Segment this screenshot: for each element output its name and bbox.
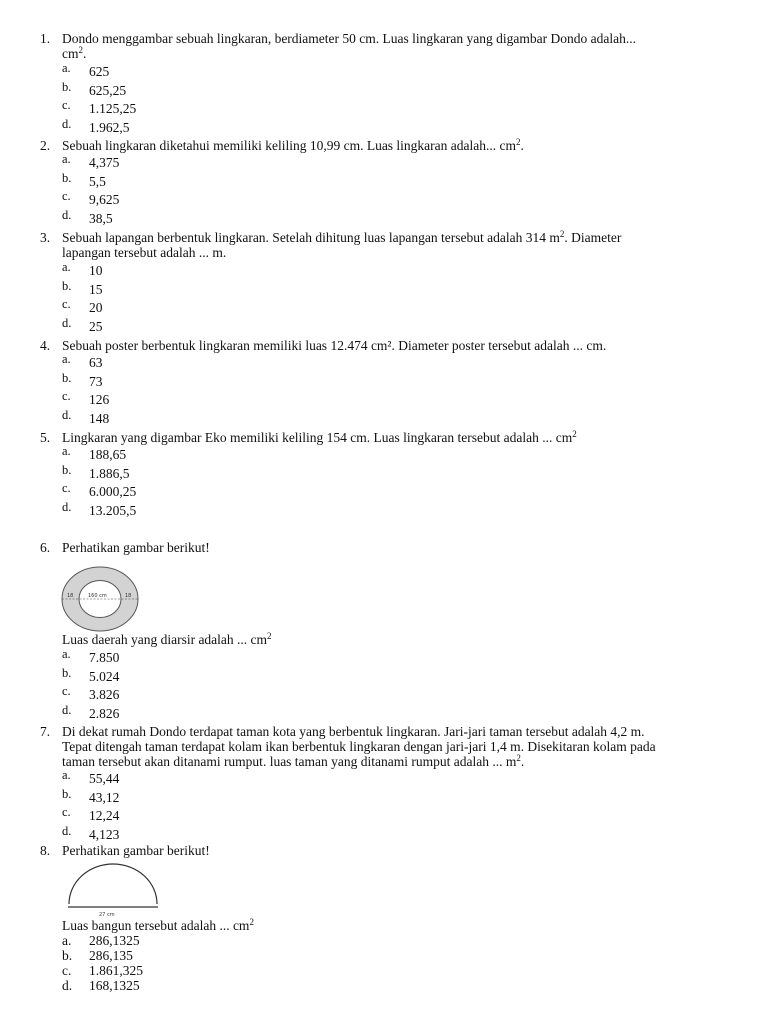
option-c: c. 9,625 — [62, 189, 120, 208]
question-number: 7. — [40, 724, 51, 739]
option-b: b. 5.024 — [62, 665, 120, 684]
option-a: a. 286,1325 — [62, 933, 140, 948]
question-text: Perhatikan gambar berikut! — [62, 540, 210, 555]
question-text-cont: Luas daerah yang diarsir adalah ... $cm^2$ — [62, 631, 272, 647]
question-number: 2. — [40, 138, 51, 153]
question-text-line-3: taman tersebut akan ditanami rumput. luas taman yang ditanami rumput adalah ... $m^2$. — [62, 753, 525, 769]
option-a: a. 4,375 — [62, 152, 120, 170]
option-a: a. 188,65 — [62, 444, 127, 462]
question-text: Perhatikan gambar berikut! — [62, 843, 210, 858]
option-d: d. 2.826 — [62, 702, 120, 721]
option-c: c. 1.125,25 — [62, 98, 137, 117]
question-6-body — [0, 632, 768, 723]
option-d: d. 4,123 — [62, 823, 120, 842]
question-text: Dondo menggambar sebuah lingkaran, berdiameter 50 cm. Luas lingkaran yang digambar Dondo adalah... — [62, 31, 636, 46]
semicircle-arc — [69, 864, 157, 904]
question-3 — [0, 230, 768, 336]
question-number: 5. — [40, 430, 51, 445]
question-number: 4. — [40, 338, 51, 353]
question-text-line-1: Di dekat rumah Dondo terdapat taman kota yang berbentuk lingkaran. Jari-jari taman tersebut adalah 4,2 m. — [62, 724, 645, 739]
question-8 — [0, 843, 768, 858]
question-number: 8. — [40, 843, 51, 858]
question-7 — [0, 724, 768, 844]
question-text: Sebuah lapangan berbentuk lingkaran. Setelah dihitung luas lapangan tersebut adalah 314 $m^2$. Diameter — [62, 229, 622, 245]
question-text: Lingkaran yang digambar Eko memiliki keliling 154 cm. Luas lingkaran tersebut adalah ... $cm^2$ — [62, 429, 577, 445]
option-d: d. 168,1325 — [62, 978, 140, 993]
option-d: d. 1.962,5 — [62, 116, 130, 135]
question-number: 3. — [40, 230, 51, 245]
option-a: a. 10 — [62, 260, 103, 278]
option-b: b. 1.886,5 — [62, 462, 130, 481]
option-a: a. 625 — [62, 61, 110, 79]
option-d: d. 13.205,5 — [62, 499, 137, 518]
question-number: 1. — [40, 31, 51, 46]
question-5 — [0, 430, 768, 520]
question-text: Sebuah lingkaran diketahui memiliki keliling 10,99 cm. Luas lingkaran adalah... $cm^2$. — [62, 137, 524, 153]
option-c: c. 6.000,25 — [62, 481, 137, 500]
question-4 — [0, 338, 768, 428]
option-a: a. 7.850 — [62, 647, 120, 665]
option-c: c. 20 — [62, 297, 103, 316]
question-text-cont: Luas bangun tersebut adalah ... $cm^2$ — [62, 917, 254, 933]
question-2 — [0, 138, 768, 228]
inner-diameter-label: 160 cm — [88, 593, 107, 599]
option-a: a. 63 — [62, 352, 103, 370]
option-c: c. 12,24 — [62, 805, 120, 824]
question-text: Sebuah poster berbentuk lingkaran memiliki luas 12.474 cm². Diameter poster tersebut adalah ... cm. — [62, 338, 607, 353]
question-1 — [0, 31, 768, 137]
option-b: b. 43,12 — [62, 786, 120, 805]
question-text-line-2: Tepat ditengah taman terdapat kolam ikan berbentuk lingkaran dengan jari-jari 1,4 m. Disekitaran kolam pada — [62, 739, 656, 754]
option-b: b. 286,135 — [62, 948, 133, 963]
option-d: d. 25 — [62, 315, 103, 334]
option-b: b. 73 — [62, 370, 103, 389]
option-d: d. 38,5 — [62, 207, 113, 226]
ring-figure — [60, 566, 142, 632]
question-text-cont: lapangan tersebut adalah ... m. — [62, 245, 227, 260]
diameter-label: 27 cm — [99, 912, 115, 918]
option-c: c. 3.826 — [62, 684, 120, 703]
option-b: b. 625,25 — [62, 79, 127, 98]
option-c: c. 126 — [62, 389, 110, 408]
question-text-cont: $cm^2$. — [62, 45, 87, 61]
semicircle-figure — [66, 862, 160, 920]
option-b: b. 5,5 — [62, 170, 106, 189]
question-8-body — [0, 918, 768, 993]
option-b: b. 15 — [62, 278, 103, 297]
option-c: c. 1.861,325 — [62, 963, 143, 978]
option-a: a. 55,44 — [62, 768, 120, 786]
question-6 — [0, 540, 768, 555]
option-d: d. 148 — [62, 407, 110, 426]
ring-width-right-label: 18 — [125, 593, 132, 599]
question-number: 6. — [40, 540, 51, 555]
ring-width-left-label: 18 — [67, 593, 74, 599]
